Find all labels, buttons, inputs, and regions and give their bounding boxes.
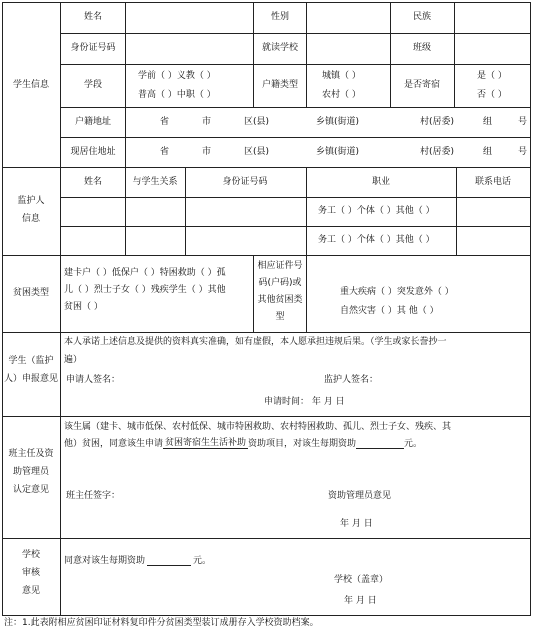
addr-province: 省	[160, 117, 170, 127]
applicant-signature[interactable]: 申请人签名：	[66, 375, 121, 385]
school-section-label-1: 学校	[21, 550, 41, 560]
cert-label-4: 型	[275, 312, 285, 322]
school-amount-field[interactable]	[147, 556, 191, 566]
stage-options-1[interactable]: 学前（ ）义教（ ）	[138, 71, 216, 81]
school-section-label-2: 审核	[21, 568, 41, 578]
poverty-extra-1[interactable]: 重大疾病（ ）突发意外（ ）	[340, 287, 454, 297]
poverty-types-line-2[interactable]: 儿（ ）烈士子女（ ）残疾学生（ ）其他	[64, 285, 226, 295]
hukou-option-urban[interactable]: 城镇（ ）	[322, 71, 361, 81]
teacher-signature[interactable]: 班主任签字：	[66, 491, 121, 501]
school-label: 就读学校	[261, 43, 299, 53]
poverty-section-label: 贫困类型	[12, 288, 50, 298]
school-section-label-3: 意见	[21, 586, 41, 596]
school-date[interactable]: 年 月 日	[344, 596, 377, 606]
guardian-header-relation: 与学生关系	[132, 177, 178, 187]
teacher-section-label-1: 班主任及资	[8, 449, 54, 459]
boarding-no[interactable]: 否（ ）	[477, 90, 507, 100]
gender-label: 性别	[270, 12, 290, 22]
addr-town: 乡镇(街道)	[316, 147, 360, 157]
guardian-signature[interactable]: 监护人签名：	[324, 375, 379, 385]
addr-town: 乡镇(街道)	[316, 117, 360, 127]
subsidy-project-field[interactable]	[163, 439, 248, 449]
school-seal[interactable]: 学校（盖章）	[334, 575, 389, 585]
poverty-extra-2[interactable]: 自然灾害（ ）其 他（ ）	[340, 306, 439, 316]
boarding-label: 是否寄宿	[403, 80, 441, 90]
teacher-section-label-2: 助管理员	[12, 467, 50, 477]
teacher-date[interactable]: 年 月 日	[340, 519, 373, 529]
teacher-opinion-line-1: 该生属（建卡、城市低保、农村低保、城市特困救助、农村特困救助、孤儿、烈士子女、残疾、其	[64, 422, 452, 432]
boarding-yes[interactable]: 是（ ）	[477, 71, 507, 81]
student-section-label: 学生信息	[12, 80, 50, 90]
class-label: 班级	[412, 43, 432, 53]
footnote: 注：1.此表附相应贫困印证材料复印件分贫困类型装订成册存入学校资助档案。	[4, 618, 319, 628]
addr-village: 村(居委)	[420, 147, 455, 157]
hukou-type-label: 户籍类型	[261, 80, 299, 90]
addr-province: 省	[160, 147, 170, 157]
subsidy-amount-field[interactable]	[356, 439, 404, 449]
hukou-address-label: 户籍地址	[74, 117, 112, 127]
teacher-opinion-line-2	[64, 439, 422, 449]
stage-label: 学段	[83, 80, 103, 90]
cert-label-1: 相应证件号	[257, 261, 303, 271]
manager-opinion[interactable]: 资助管理员意见	[328, 491, 392, 501]
opinion-text-b: 资助项目，对该生每期资助	[248, 439, 357, 449]
promise-line-2: 遍）	[64, 355, 83, 365]
id-number-label: 身份证号码	[70, 43, 116, 53]
guardian-header-name: 姓名	[83, 177, 103, 187]
school-agree-text-b: 元。	[193, 556, 212, 566]
stage-options-2[interactable]: 普高（ ）中职（ ）	[138, 90, 216, 100]
school-agree-line	[64, 556, 211, 566]
guardian-header-phone: 联系电话	[474, 177, 512, 187]
poverty-types-line-3[interactable]: 贫困（ ）	[64, 302, 103, 312]
addr-group: 组	[483, 117, 493, 127]
current-address-label: 现居住地址	[70, 147, 116, 157]
school-agree-text-a: 同意对该生每期资助	[64, 556, 146, 566]
addr-city: 市	[202, 117, 212, 127]
hukou-option-rural[interactable]: 农村（ ）	[322, 90, 361, 100]
opinion-text-c: 元。	[404, 439, 423, 449]
addr-group: 组	[483, 147, 493, 157]
subsidy-project-value: 贫困寄宿生生活补助	[165, 438, 247, 448]
addr-district: 区(县)	[244, 147, 270, 157]
guardian-job-options-2[interactable]: 务工（ ）个体（ ）其他（ ）	[318, 235, 435, 245]
application-section-label-1: 学生（监护	[8, 356, 54, 366]
addr-city: 市	[202, 147, 212, 157]
promise-line-1: 本人承诺上述信息及提供的资料真实准确，如有虚假，本人愿承担违规后果。（学生或家长誊抄一	[64, 337, 447, 347]
addr-village: 村(居委)	[420, 117, 455, 127]
ethnicity-label: 民族	[412, 12, 432, 22]
guardian-job-options-1[interactable]: 务工（ ）个体（ ）其他（ ）	[318, 206, 435, 216]
guardian-section-label-2: 信息	[21, 214, 41, 224]
cert-label-3: 其他贫困类	[257, 295, 303, 305]
guardian-section-label: 监护人	[17, 196, 45, 206]
guardian-header-job: 职业	[371, 177, 391, 187]
addr-number: 号	[518, 117, 528, 127]
name-label: 姓名	[83, 12, 103, 22]
teacher-section-label-3: 认定意见	[12, 485, 50, 495]
guardian-header-id: 身份证号码	[222, 177, 268, 187]
application-time[interactable]: 申请时间： 年 月 日	[264, 397, 345, 407]
opinion-text-a: 他）贫困，同意该生申请	[64, 439, 164, 449]
poverty-types-line-1[interactable]: 建卡户（ ）低保户（ ）特困救助（ ）孤	[64, 268, 226, 278]
cert-label-2: 码(户码)或	[258, 278, 302, 288]
addr-number: 号	[518, 147, 528, 157]
application-section-label-2: 人）申报意见	[3, 374, 59, 384]
addr-district: 区(县)	[244, 117, 270, 127]
